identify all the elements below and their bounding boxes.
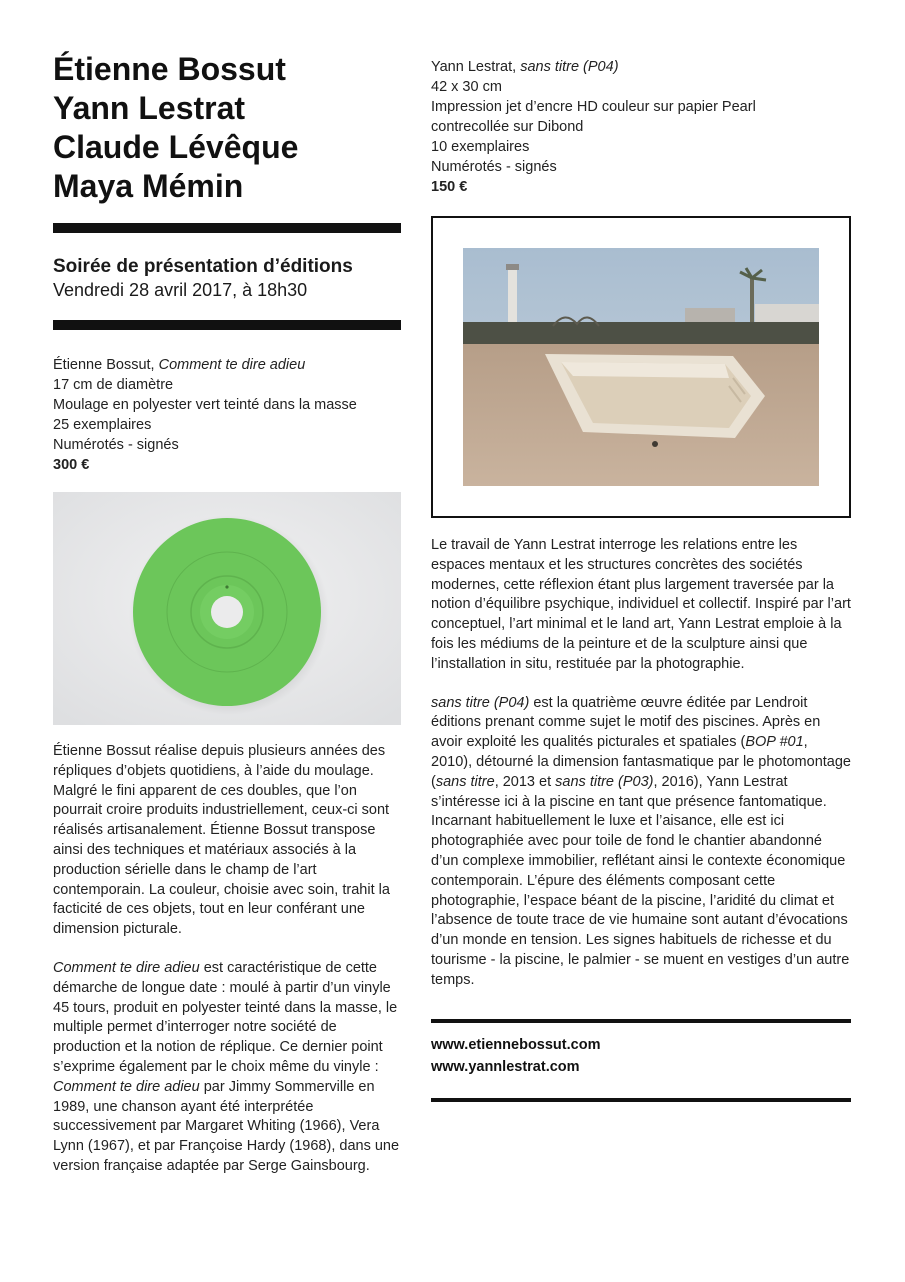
work-size: 17 cm de diamètre	[53, 377, 174, 393]
pool-photo-frame	[431, 216, 851, 518]
artist-name: Maya Mémin	[53, 168, 244, 204]
work-price: 300 €	[53, 457, 90, 473]
green-vinyl-photo	[53, 492, 401, 725]
website-link[interactable]: www.etiennebossut.com	[431, 1036, 601, 1053]
work-copies: 10 exemplaires	[431, 139, 530, 155]
italic-title: BOP #01	[745, 734, 804, 751]
text-run: est la quatrième œuvre éditée par Lendroit éditions prenant comme sujet le motif des piscines. Après en avoir exploité les qualités picturales et spatiales (	[431, 694, 821, 751]
website-link[interactable]: www.yannlestrat.com	[431, 1058, 580, 1075]
paragraph: Le travail de Yann Lestrat interroge les relations entre les espaces mentaux et les structures concrètes des sociétés modernes, cette réflexion étant plus largement traversée par la notion d’équilibre psychique, individuel et collectif. Inspiré par l’art conceptuel, l’art minimal et le land art, Yann Lestrat emploie à la fois les médiums de la peinture et de la sculpture ainsi que l’installation in situ, restituée par la photographie.	[431, 537, 851, 672]
text-run: , 2010), détourné la dimension fantasmatique par le photomontage (	[431, 734, 851, 790]
artist-name: Yann Lestrat	[53, 90, 246, 126]
lestrat-text	[431, 536, 851, 991]
italic-title: Comment te dire adieu	[53, 1078, 200, 1095]
artist-name: Claude Lévêque	[53, 129, 299, 165]
text-run: , 2016), Yann Lestrat s’intéresse ici à la piscine en tant que présence fantomatique. Incarnant habituellement le luxe et l’aisance, elle est ici photographiée avec pour toile de fond le chantier abandonné d’un complexe immobilier, reflétant ainsi le contexte économique contemporain. L’épure des éléments composant cette photographie, l’espace béant de la piscine, l’aridité du climat et l’absence de toute trace de vie humaine sont autant d’évocations d’un monde en tension. Les signes habituels de richesse et du tourisme - la piscine, le palmier - se muent en vestiges d’un autre temps.	[431, 773, 850, 988]
work-signed: Numérotés - signés	[431, 159, 557, 175]
pool-photo	[433, 218, 849, 516]
divider	[431, 1019, 851, 1023]
paragraph	[431, 694, 851, 991]
paragraph: Étienne Bossut réalise depuis plusieurs années des répliques d’objets quotidiens, à l’aide du moulage. Malgré le fini apparent de ces doubles, que l’on pourrait croire produits industriellement, ceux-ci sont réalisés artisanalement. Étienne Bossut transpose ainsi des techniques et matériaux associés à la production sérielle dans le champ de l’art contemporain. La couleur, choisie avec soin, trahit la facticité de ces objets, tout en leur conférant une dimension picturale.	[53, 743, 390, 938]
work-heading	[53, 355, 401, 375]
work-copies: 25 exemplaires	[53, 417, 152, 433]
event-date: Vendredi 28 avril 2017, à 18h30	[53, 280, 308, 300]
work-signed: Numérotés - signés	[53, 437, 179, 453]
event-title: Soirée de présentation d’éditions	[53, 256, 353, 277]
work-heading	[431, 57, 851, 77]
vinyl-illustration	[53, 492, 401, 725]
artist-name: Étienne Bossut	[53, 51, 286, 87]
work-size: 42 x 30 cm	[431, 79, 502, 95]
text-run: par Jimmy Sommerville en 1989, une chanson ayant été interprétée successivement par Margaret Whiting (1966), Vera Lynn (1967), et par Françoise Hardy (1968), dans une version française adaptée par Serge Gainsbourg.	[53, 1078, 400, 1174]
work-info-lestrat	[431, 57, 851, 197]
event-block	[53, 256, 401, 302]
right-column	[431, 57, 851, 1102]
work-info-bossut	[53, 355, 401, 475]
italic-title: sans titre (P03)	[555, 773, 654, 790]
work-material: contrecollée sur Dibond	[431, 119, 584, 135]
divider	[53, 320, 401, 330]
divider	[431, 1098, 851, 1102]
work-artist: Étienne Bossut,	[53, 357, 159, 373]
work-title: sans titre (P04)	[520, 59, 619, 75]
work-material: Moulage en polyester vert teinté dans la masse	[53, 397, 357, 413]
work-material: Impression jet d’encre HD couleur sur papier Pearl	[431, 99, 756, 115]
text-run: est caractéristique de cette démarche de longue date : moulé à partir d’un vinyle 45 tours, produit en polyester teinté dans la masse, le multiple permet d’interroger notre société de production et la notion de réplique. Ce dernier point s’exprime également par le choix même du vinyle :	[53, 959, 398, 1075]
paragraph	[53, 959, 401, 1177]
artist-names	[53, 50, 401, 206]
left-column	[53, 50, 401, 1177]
work-artist: Yann Lestrat,	[431, 59, 521, 75]
bossut-text	[53, 742, 401, 1177]
work-price: 150 €	[431, 179, 468, 195]
work-title: Comment te dire adieu	[158, 357, 306, 373]
italic-title: sans titre (P04)	[431, 694, 530, 711]
italic-title: Comment te dire adieu	[53, 959, 200, 976]
italic-title: sans titre	[435, 773, 495, 790]
text-run: , 2013 et	[494, 773, 556, 790]
divider	[53, 223, 401, 233]
website-links	[431, 1034, 851, 1078]
